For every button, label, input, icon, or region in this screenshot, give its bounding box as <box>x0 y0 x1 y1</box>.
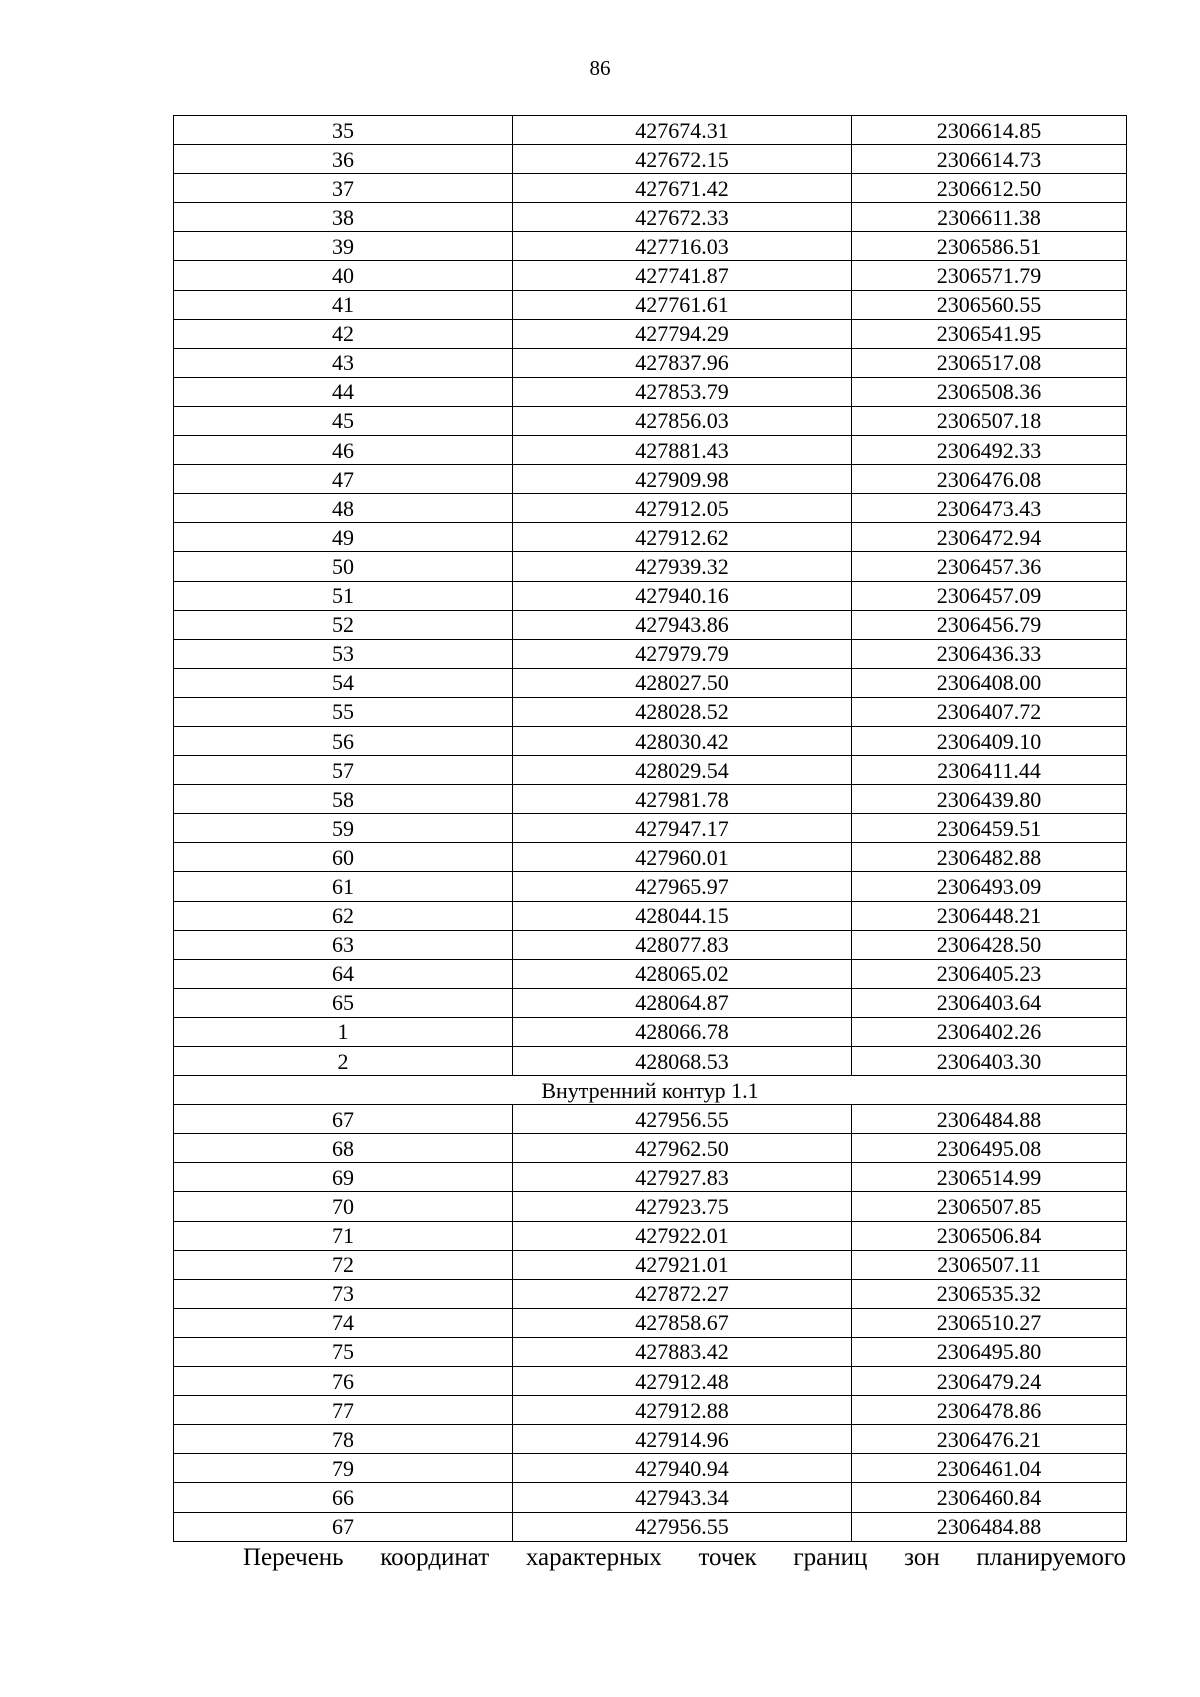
point-number-cell: 56 <box>174 726 513 755</box>
y-coordinate-cell: 2306560.55 <box>852 290 1127 319</box>
y-coordinate-cell: 2306484.88 <box>852 1105 1127 1134</box>
point-number-cell: 46 <box>174 436 513 465</box>
y-coordinate-cell: 2306407.72 <box>852 697 1127 726</box>
x-coordinate-cell: 427965.97 <box>513 872 852 901</box>
y-coordinate-cell: 2306495.80 <box>852 1337 1127 1366</box>
table-row <box>174 1105 1127 1134</box>
table-row <box>174 1337 1127 1366</box>
y-coordinate-cell: 2306436.33 <box>852 639 1127 668</box>
y-coordinate-cell: 2306459.51 <box>852 814 1127 843</box>
table-row <box>174 1483 1127 1512</box>
x-coordinate-cell: 427837.96 <box>513 348 852 377</box>
x-coordinate-cell: 427909.98 <box>513 465 852 494</box>
table-row <box>174 1396 1127 1425</box>
y-coordinate-cell: 2306571.79 <box>852 261 1127 290</box>
point-number-cell: 51 <box>174 581 513 610</box>
x-coordinate-cell: 428065.02 <box>513 959 852 988</box>
x-coordinate-cell: 427856.03 <box>513 406 852 435</box>
x-coordinate-cell: 427927.83 <box>513 1163 852 1192</box>
x-coordinate-cell: 427674.31 <box>513 116 852 145</box>
x-coordinate-cell: 427761.61 <box>513 290 852 319</box>
table-row <box>174 610 1127 639</box>
table-row <box>174 436 1127 465</box>
table-row <box>174 668 1127 697</box>
point-number-cell: 63 <box>174 930 513 959</box>
table-row <box>174 726 1127 755</box>
y-coordinate-cell: 2306508.36 <box>852 377 1127 406</box>
y-coordinate-cell: 2306611.38 <box>852 203 1127 232</box>
table-row <box>174 1134 1127 1163</box>
point-number-cell: 60 <box>174 843 513 872</box>
y-coordinate-cell: 2306476.21 <box>852 1425 1127 1454</box>
section-header-group <box>174 1076 1127 1105</box>
y-coordinate-cell: 2306517.08 <box>852 348 1127 377</box>
point-number-cell: 62 <box>174 901 513 930</box>
point-number-cell: 67 <box>174 1512 513 1541</box>
point-number-cell: 65 <box>174 988 513 1017</box>
point-number-cell: 78 <box>174 1425 513 1454</box>
section-header-row <box>174 1076 1127 1105</box>
table-row <box>174 1279 1127 1308</box>
section-header: Внутренний контур 1.1 <box>174 1076 1127 1105</box>
table-row <box>174 1221 1127 1250</box>
x-coordinate-cell: 427716.03 <box>513 232 852 261</box>
table-body-part2 <box>174 1105 1127 1541</box>
x-coordinate-cell: 427940.16 <box>513 581 852 610</box>
x-coordinate-cell: 428028.52 <box>513 697 852 726</box>
x-coordinate-cell: 427794.29 <box>513 319 852 348</box>
x-coordinate-cell: 427912.62 <box>513 523 852 552</box>
point-number-cell: 70 <box>174 1192 513 1221</box>
point-number-cell: 58 <box>174 785 513 814</box>
x-coordinate-cell: 428030.42 <box>513 726 852 755</box>
y-coordinate-cell: 2306408.00 <box>852 668 1127 697</box>
x-coordinate-cell: 427872.27 <box>513 1279 852 1308</box>
x-coordinate-cell: 427940.94 <box>513 1454 852 1483</box>
y-coordinate-cell: 2306510.27 <box>852 1308 1127 1337</box>
point-number-cell: 50 <box>174 552 513 581</box>
point-number-cell: 71 <box>174 1221 513 1250</box>
x-coordinate-cell: 427858.67 <box>513 1308 852 1337</box>
y-coordinate-cell: 2306403.64 <box>852 988 1127 1017</box>
y-coordinate-cell: 2306409.10 <box>852 726 1127 755</box>
table-row <box>174 145 1127 174</box>
x-coordinate-cell: 428029.54 <box>513 756 852 785</box>
y-coordinate-cell: 2306586.51 <box>852 232 1127 261</box>
y-coordinate-cell: 2306541.95 <box>852 319 1127 348</box>
point-number-cell: 2 <box>174 1047 513 1076</box>
y-coordinate-cell: 2306492.33 <box>852 436 1127 465</box>
y-coordinate-cell: 2306482.88 <box>852 843 1127 872</box>
x-coordinate-cell: 427741.87 <box>513 261 852 290</box>
x-coordinate-cell: 427912.88 <box>513 1396 852 1425</box>
x-coordinate-cell: 428027.50 <box>513 668 852 697</box>
x-coordinate-cell: 427962.50 <box>513 1134 852 1163</box>
point-number-cell: 47 <box>174 465 513 494</box>
point-number-cell: 35 <box>174 116 513 145</box>
point-number-cell: 73 <box>174 1279 513 1308</box>
x-coordinate-cell: 427943.34 <box>513 1483 852 1512</box>
y-coordinate-cell: 2306402.26 <box>852 1017 1127 1046</box>
y-coordinate-cell: 2306457.09 <box>852 581 1127 610</box>
point-number-cell: 37 <box>174 174 513 203</box>
table-row <box>174 697 1127 726</box>
point-number-cell: 1 <box>174 1017 513 1046</box>
x-coordinate-cell: 427914.96 <box>513 1425 852 1454</box>
table-row <box>174 1250 1127 1279</box>
table-row <box>174 814 1127 843</box>
point-number-cell: 74 <box>174 1308 513 1337</box>
point-number-cell: 36 <box>174 145 513 174</box>
point-number-cell: 66 <box>174 1483 513 1512</box>
y-coordinate-cell: 2306514.99 <box>852 1163 1127 1192</box>
table-row <box>174 319 1127 348</box>
table-row <box>174 232 1127 261</box>
point-number-cell: 75 <box>174 1337 513 1366</box>
x-coordinate-cell: 427672.15 <box>513 145 852 174</box>
x-coordinate-cell: 427671.42 <box>513 174 852 203</box>
table-row <box>174 1047 1127 1076</box>
table-row <box>174 290 1127 319</box>
x-coordinate-cell: 428068.53 <box>513 1047 852 1076</box>
point-number-cell: 55 <box>174 697 513 726</box>
y-coordinate-cell: 2306439.80 <box>852 785 1127 814</box>
y-coordinate-cell: 2306484.88 <box>852 1512 1127 1541</box>
point-number-cell: 77 <box>174 1396 513 1425</box>
x-coordinate-cell: 427912.48 <box>513 1367 852 1396</box>
y-coordinate-cell: 2306507.85 <box>852 1192 1127 1221</box>
table-row <box>174 1367 1127 1396</box>
x-coordinate-cell: 427921.01 <box>513 1250 852 1279</box>
y-coordinate-cell: 2306479.24 <box>852 1367 1127 1396</box>
point-number-cell: 69 <box>174 1163 513 1192</box>
y-coordinate-cell: 2306472.94 <box>852 523 1127 552</box>
table-row <box>174 203 1127 232</box>
y-coordinate-cell: 2306493.09 <box>852 872 1127 901</box>
x-coordinate-cell: 427883.42 <box>513 1337 852 1366</box>
x-coordinate-cell: 427956.55 <box>513 1512 852 1541</box>
point-number-cell: 53 <box>174 639 513 668</box>
page-number: 86 <box>589 56 611 80</box>
y-coordinate-cell: 2306460.84 <box>852 1483 1127 1512</box>
point-number-cell: 48 <box>174 494 513 523</box>
y-coordinate-cell: 2306473.43 <box>852 494 1127 523</box>
y-coordinate-cell: 2306614.73 <box>852 145 1127 174</box>
x-coordinate-cell: 427979.79 <box>513 639 852 668</box>
x-coordinate-cell: 427672.33 <box>513 203 852 232</box>
x-coordinate-cell: 428066.78 <box>513 1017 852 1046</box>
y-coordinate-cell: 2306448.21 <box>852 901 1127 930</box>
y-coordinate-cell: 2306457.36 <box>852 552 1127 581</box>
y-coordinate-cell: 2306405.23 <box>852 959 1127 988</box>
table-row <box>174 116 1127 145</box>
x-coordinate-cell: 427939.32 <box>513 552 852 581</box>
x-coordinate-cell: 427956.55 <box>513 1105 852 1134</box>
table-row <box>174 639 1127 668</box>
point-number-cell: 39 <box>174 232 513 261</box>
point-number-cell: 44 <box>174 377 513 406</box>
y-coordinate-cell: 2306612.50 <box>852 174 1127 203</box>
table-row <box>174 552 1127 581</box>
table-row <box>174 930 1127 959</box>
y-coordinate-cell: 2306614.85 <box>852 116 1127 145</box>
y-coordinate-cell: 2306506.84 <box>852 1221 1127 1250</box>
table-row <box>174 174 1127 203</box>
caption-text: Перечень координат характерных точек границ зон планируемого <box>243 1544 1126 1571</box>
y-coordinate-cell: 2306428.50 <box>852 930 1127 959</box>
table-row <box>174 1163 1127 1192</box>
y-coordinate-cell: 2306456.79 <box>852 610 1127 639</box>
x-coordinate-cell: 427922.01 <box>513 1221 852 1250</box>
coordinates-table <box>173 115 1127 1542</box>
table-row <box>174 1017 1127 1046</box>
point-number-cell: 52 <box>174 610 513 639</box>
y-coordinate-cell: 2306461.04 <box>852 1454 1127 1483</box>
table-row <box>174 959 1127 988</box>
table-row <box>174 785 1127 814</box>
table-row <box>174 465 1127 494</box>
table-row <box>174 348 1127 377</box>
point-number-cell: 43 <box>174 348 513 377</box>
point-number-cell: 38 <box>174 203 513 232</box>
table-row <box>174 1308 1127 1337</box>
point-number-cell: 67 <box>174 1105 513 1134</box>
x-coordinate-cell: 427981.78 <box>513 785 852 814</box>
table-body-part1 <box>174 116 1127 1076</box>
point-number-cell: 68 <box>174 1134 513 1163</box>
point-number-cell: 49 <box>174 523 513 552</box>
point-number-cell: 40 <box>174 261 513 290</box>
table-row <box>174 406 1127 435</box>
table-row <box>174 261 1127 290</box>
point-number-cell: 64 <box>174 959 513 988</box>
table-row <box>174 377 1127 406</box>
x-coordinate-cell: 428064.87 <box>513 988 852 1017</box>
y-coordinate-cell: 2306476.08 <box>852 465 1127 494</box>
point-number-cell: 72 <box>174 1250 513 1279</box>
x-coordinate-cell: 427912.05 <box>513 494 852 523</box>
table-row <box>174 1192 1127 1221</box>
point-number-cell: 59 <box>174 814 513 843</box>
table-row <box>174 988 1127 1017</box>
point-number-cell: 45 <box>174 406 513 435</box>
y-coordinate-cell: 2306507.11 <box>852 1250 1127 1279</box>
point-number-cell: 42 <box>174 319 513 348</box>
table-row <box>174 1425 1127 1454</box>
x-coordinate-cell: 427853.79 <box>513 377 852 406</box>
point-number-cell: 54 <box>174 668 513 697</box>
x-coordinate-cell: 427960.01 <box>513 843 852 872</box>
x-coordinate-cell: 428044.15 <box>513 901 852 930</box>
table-row <box>174 1454 1127 1483</box>
point-number-cell: 79 <box>174 1454 513 1483</box>
x-coordinate-cell: 427923.75 <box>513 1192 852 1221</box>
y-coordinate-cell: 2306535.32 <box>852 1279 1127 1308</box>
table-row <box>174 581 1127 610</box>
x-coordinate-cell: 427947.17 <box>513 814 852 843</box>
point-number-cell: 41 <box>174 290 513 319</box>
point-number-cell: 76 <box>174 1367 513 1396</box>
table-row <box>174 1512 1127 1541</box>
y-coordinate-cell: 2306495.08 <box>852 1134 1127 1163</box>
table-row <box>174 901 1127 930</box>
y-coordinate-cell: 2306411.44 <box>852 756 1127 785</box>
point-number-cell: 57 <box>174 756 513 785</box>
table-row <box>174 872 1127 901</box>
table-row <box>174 494 1127 523</box>
table-row <box>174 756 1127 785</box>
point-number-cell: 61 <box>174 872 513 901</box>
y-coordinate-cell: 2306478.86 <box>852 1396 1127 1425</box>
table-row <box>174 843 1127 872</box>
y-coordinate-cell: 2306507.18 <box>852 406 1127 435</box>
table-row <box>174 523 1127 552</box>
x-coordinate-cell: 427881.43 <box>513 436 852 465</box>
x-coordinate-cell: 427943.86 <box>513 610 852 639</box>
x-coordinate-cell: 428077.83 <box>513 930 852 959</box>
y-coordinate-cell: 2306403.30 <box>852 1047 1127 1076</box>
